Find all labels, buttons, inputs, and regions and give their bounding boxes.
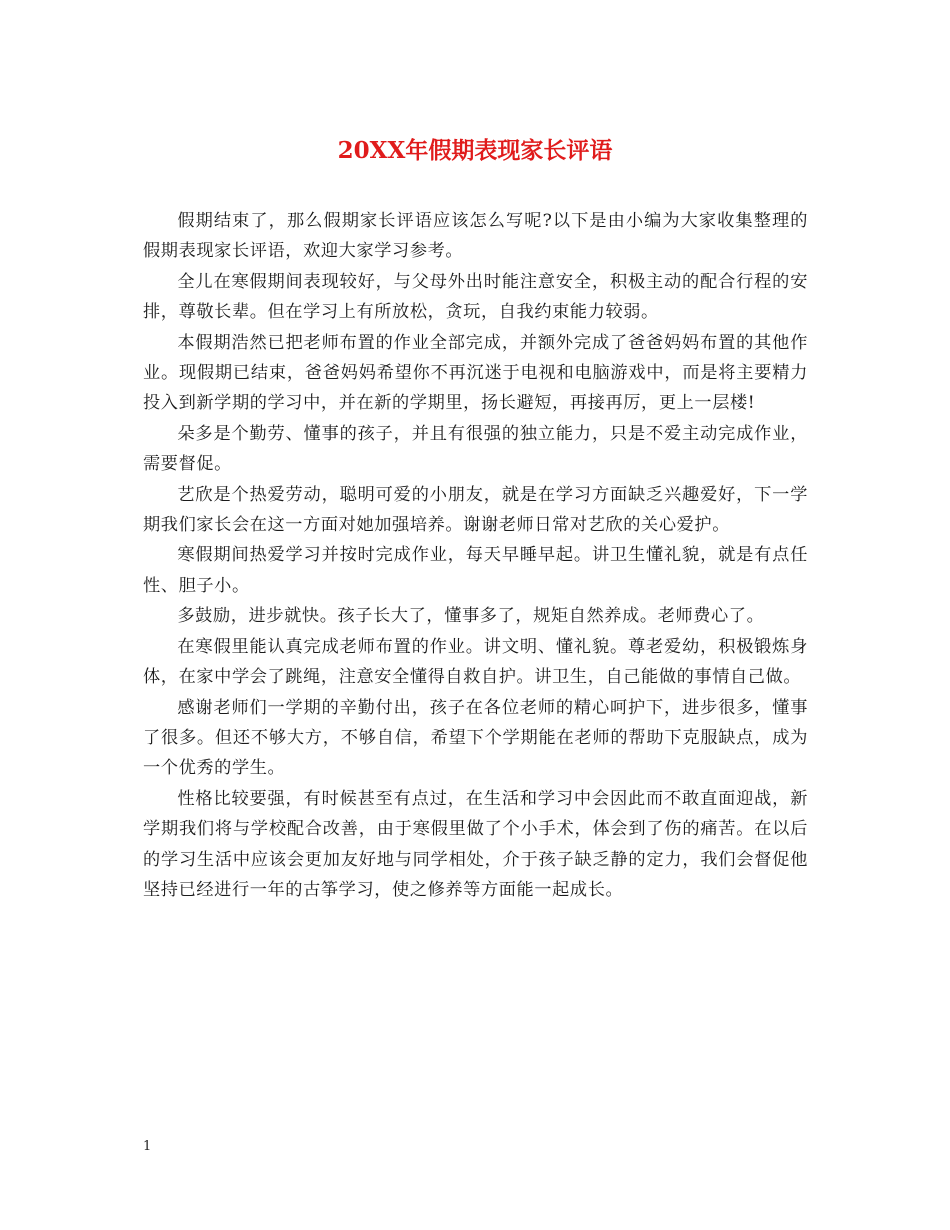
document-title: 20XX年假期表现家长评语	[337, 137, 613, 164]
paragraph: 多鼓励，进步就快。孩子长大了，懂事多了，规矩自然养成。老师费心了。	[177, 606, 765, 627]
paragraph: 寒假期间热爱学习并按时完成作业，每天早睡早起。讲卫生懂礼貌，就是有点任性、胆子小。	[143, 545, 808, 596]
paragraph: 假期结束了，那么假期家长评语应该怎么写呢?以下是由小编为大家收集整理的假期表现家长评语，欢迎大家学习参考。	[143, 211, 808, 262]
document-body	[143, 206, 808, 905]
paragraph: 感谢老师们一学期的辛勤付出，孩子在各位老师的精心呵护下，进步很多，懂事了很多。但还不够大方，不够自信，希望下个学期能在老师的帮助下克服缺点，成为一个优秀的学生。	[143, 697, 808, 779]
paragraph: 艺欣是个热爱劳动，聪明可爱的小朋友，就是在学习方面缺乏兴趣爱好，下一学期我们家长会在这一方面对她加强培养。谢谢老师日常对艺欣的关心爱护。	[143, 484, 808, 536]
paragraph: 全儿在寒假期间表现较好，与父母外出时能注意安全，积极主动的配合行程的安排，尊敬长辈。但在学习上有所放松，贪玩，自我约束能力较弱。	[143, 271, 808, 323]
page-number: 1	[143, 1139, 152, 1154]
paragraph: 本假期浩然已把老师布置的作业全部完成，并额外完成了爸爸妈妈布置的其他作业。现假期已结束，爸爸妈妈希望你不再沉迷于电视和电脑游戏中，而是将主要精力投入到新学期的学习中，并在新的学期里，扬长避短，再接再厉，更上一层楼!	[143, 332, 808, 414]
paragraph: 性格比较要强，有时候甚至有点过，在生活和学习中会因此而不敢直面迎战，新学期我们将与学校配合改善，由于寒假里做了个小手术，体会到了伤的痛苦。在以后的学习生活中应该会更加友好地与同学相处，介于孩子缺乏静的定力，我们会督促他坚持已经进行一年的古筝学习，使之修养等方面能一起成长。	[143, 788, 808, 900]
paragraph: 在寒假里能认真完成老师布置的作业。讲文明、懂礼貌。尊老爱幼，积极锻炼身体，在家中学会了跳绳，注意安全懂得自救自护。讲卫生，自己能做的事情自己做。	[143, 636, 808, 688]
paragraph: 朵多是个勤劳、懂事的孩子，并且有很强的独立能力，只是不爱主动完成作业，需要督促。	[143, 423, 808, 475]
